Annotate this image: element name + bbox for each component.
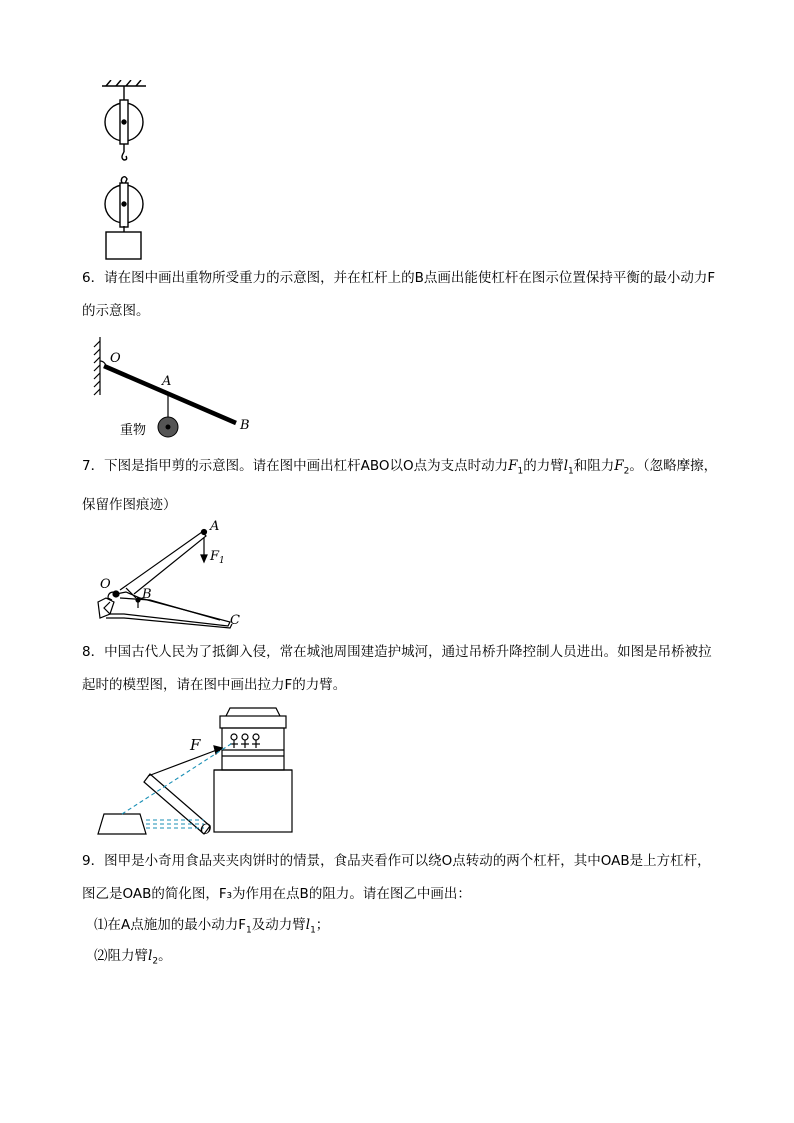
q7-l1: l bbox=[563, 458, 569, 474]
q9-sub1-f-sub: 1 bbox=[246, 925, 252, 936]
label-f1 bbox=[209, 549, 225, 566]
q7-f1-sub: 1 bbox=[517, 466, 524, 477]
label-a: A bbox=[162, 374, 172, 389]
q7-f1: F bbox=[508, 458, 518, 474]
q9-sub2-l: l bbox=[148, 948, 153, 964]
q9-sub1-l-sub: 1 bbox=[310, 925, 316, 936]
question-8-text: 中国古代人民为了抵御入侵，常在城池周围建造护城河，通过吊桥升降控制人员进出。如图是吊桥被拉起时的模型图，请在图中画出拉力F的力臂。 bbox=[82, 644, 712, 693]
label-o: O bbox=[200, 822, 212, 838]
label-weight: 重物 bbox=[120, 423, 147, 438]
q7-f2-sub: 2 bbox=[623, 466, 630, 477]
drawbridge-figure bbox=[94, 706, 304, 838]
q9-sub2-a: ⑵阻力臂 bbox=[94, 948, 148, 964]
question-7-text-b: 的力臂 bbox=[523, 458, 564, 474]
question-8-number: 8． bbox=[82, 644, 105, 660]
question-8 bbox=[82, 636, 722, 702]
question-7-text-a: 下图是指甲剪的示意图。请在图中画出杠杆ABO以O点为支点时动力 bbox=[104, 458, 509, 474]
label-b: B bbox=[240, 418, 250, 433]
q9-sub2-b: 。 bbox=[158, 948, 172, 964]
q7-f2: F bbox=[614, 458, 624, 474]
label-f1-main: F bbox=[210, 549, 220, 564]
question-7 bbox=[82, 450, 722, 522]
label-f1-sub: 1 bbox=[219, 556, 225, 566]
label-a: A bbox=[210, 519, 220, 534]
question-7-text-d: 。（忽略摩擦，保留作图痕迹） bbox=[82, 458, 718, 513]
nail-clipper-figure bbox=[90, 518, 250, 630]
q7-l1-sub: 1 bbox=[568, 466, 574, 477]
lever-figure-6 bbox=[90, 335, 270, 445]
question-6-text: 请在图中画出重物所受重力的示意图，并在杠杆上的B点画出能使杠杆在图示位置保持平衡的最小动力F的示意图。 bbox=[82, 270, 716, 319]
question-7-text-c: 和阻力 bbox=[573, 458, 615, 474]
label-b: B bbox=[142, 587, 152, 602]
question-6-number: 6． bbox=[82, 270, 105, 286]
question-9-text: 图甲是小奇用食品夹夹肉饼时的情景，食品夹看作可以绕O点转动的两个杠杆，其中OAB是上方杠杆，图乙是OAB的简化图，F₃为作用在点B的阻力。请在图乙中画出： bbox=[82, 853, 711, 902]
question-9-sub-1 bbox=[94, 915, 329, 941]
q9-sub1-a: ⑴在A点施加的最小动力F bbox=[94, 917, 246, 933]
label-o: O bbox=[100, 577, 111, 592]
question-7-number: 7． bbox=[82, 458, 105, 474]
question-9 bbox=[82, 845, 722, 911]
label-o: O bbox=[110, 351, 121, 366]
q9-sub1-c: ； bbox=[315, 917, 330, 933]
label-f: F bbox=[190, 736, 201, 754]
q9-sub1-b: 及动力臂 bbox=[251, 917, 306, 933]
q9-sub1-l: l bbox=[305, 917, 311, 933]
question-6 bbox=[82, 262, 722, 328]
question-9-number: 9． bbox=[82, 853, 105, 869]
q9-sub2-l-sub: 2 bbox=[152, 956, 159, 967]
pulley-figure bbox=[96, 80, 156, 262]
label-c: C bbox=[230, 613, 240, 628]
question-9-sub-2 bbox=[94, 946, 172, 972]
